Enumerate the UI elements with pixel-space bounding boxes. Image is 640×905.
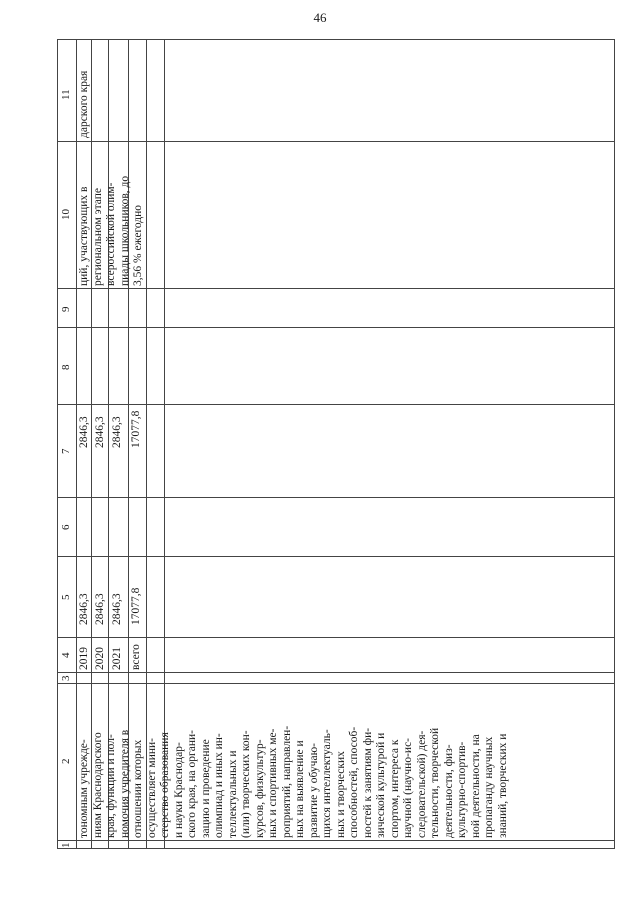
col7-2019: 2846,3: [78, 416, 90, 448]
col5-2021: 2846,3: [111, 593, 123, 625]
col-header-8: 8: [60, 364, 72, 370]
col11-executor: дарского края: [78, 70, 90, 138]
col2-description: тономным учрежде- ниям Краснодарского края, функции и пол- номочия учредителя в отношении которых осуществляет мини- стерство образования и науки Краснодар- ского края, на органи- зацию и проведение олимпиад и иных ин- теллектуальных и (или) творческих кон- курсов, физкультур- ных и спортивных ме- роприятий, направлен- ных на выявление и развитие у обучаю- щихся интеллектуаль- ных и творческих способностей, способ- ностей к занятиям фи- зической культурой и спортом, интереса к научной (научно-ис- следовательской) дея- тельности, творческой деятельности, физ- культурно-спортив- ной деятельности, на пропаганду научных знаний, творческих и: [78, 725, 509, 838]
col10-indicator: ций, участвующих в региональном этапе всероссийской олим- пиады школьников, до 3,56 % ежегодно: [78, 175, 144, 286]
col-header-4: 4: [60, 652, 72, 658]
col-header-5: 5: [60, 594, 72, 600]
col5-total: 17077,8: [130, 587, 142, 625]
col7-2021: 2846,3: [111, 416, 123, 448]
year-2020: 2020: [94, 647, 106, 670]
page-number: 46: [313, 10, 327, 25]
year-total: всего: [130, 644, 142, 670]
col7-total: 17077,8: [130, 410, 142, 448]
col-header-1: 1: [60, 842, 72, 848]
year-2019: 2019: [78, 647, 90, 670]
year-2021: 2021: [111, 647, 123, 670]
col-header-6: 6: [60, 524, 72, 530]
col5-2019: 2846,3: [78, 593, 90, 625]
col-header-9: 9: [60, 306, 72, 312]
col-header-11: 11: [60, 89, 72, 100]
col-header-10: 10: [60, 209, 72, 220]
rotated-table: [57, 39, 615, 849]
col7-2020: 2846,3: [94, 416, 106, 448]
col-header-2: 2: [60, 758, 72, 764]
col5-2020: 2846,3: [94, 593, 106, 625]
col-header-7: 7: [60, 448, 72, 454]
col-header-3: 3: [60, 675, 72, 681]
